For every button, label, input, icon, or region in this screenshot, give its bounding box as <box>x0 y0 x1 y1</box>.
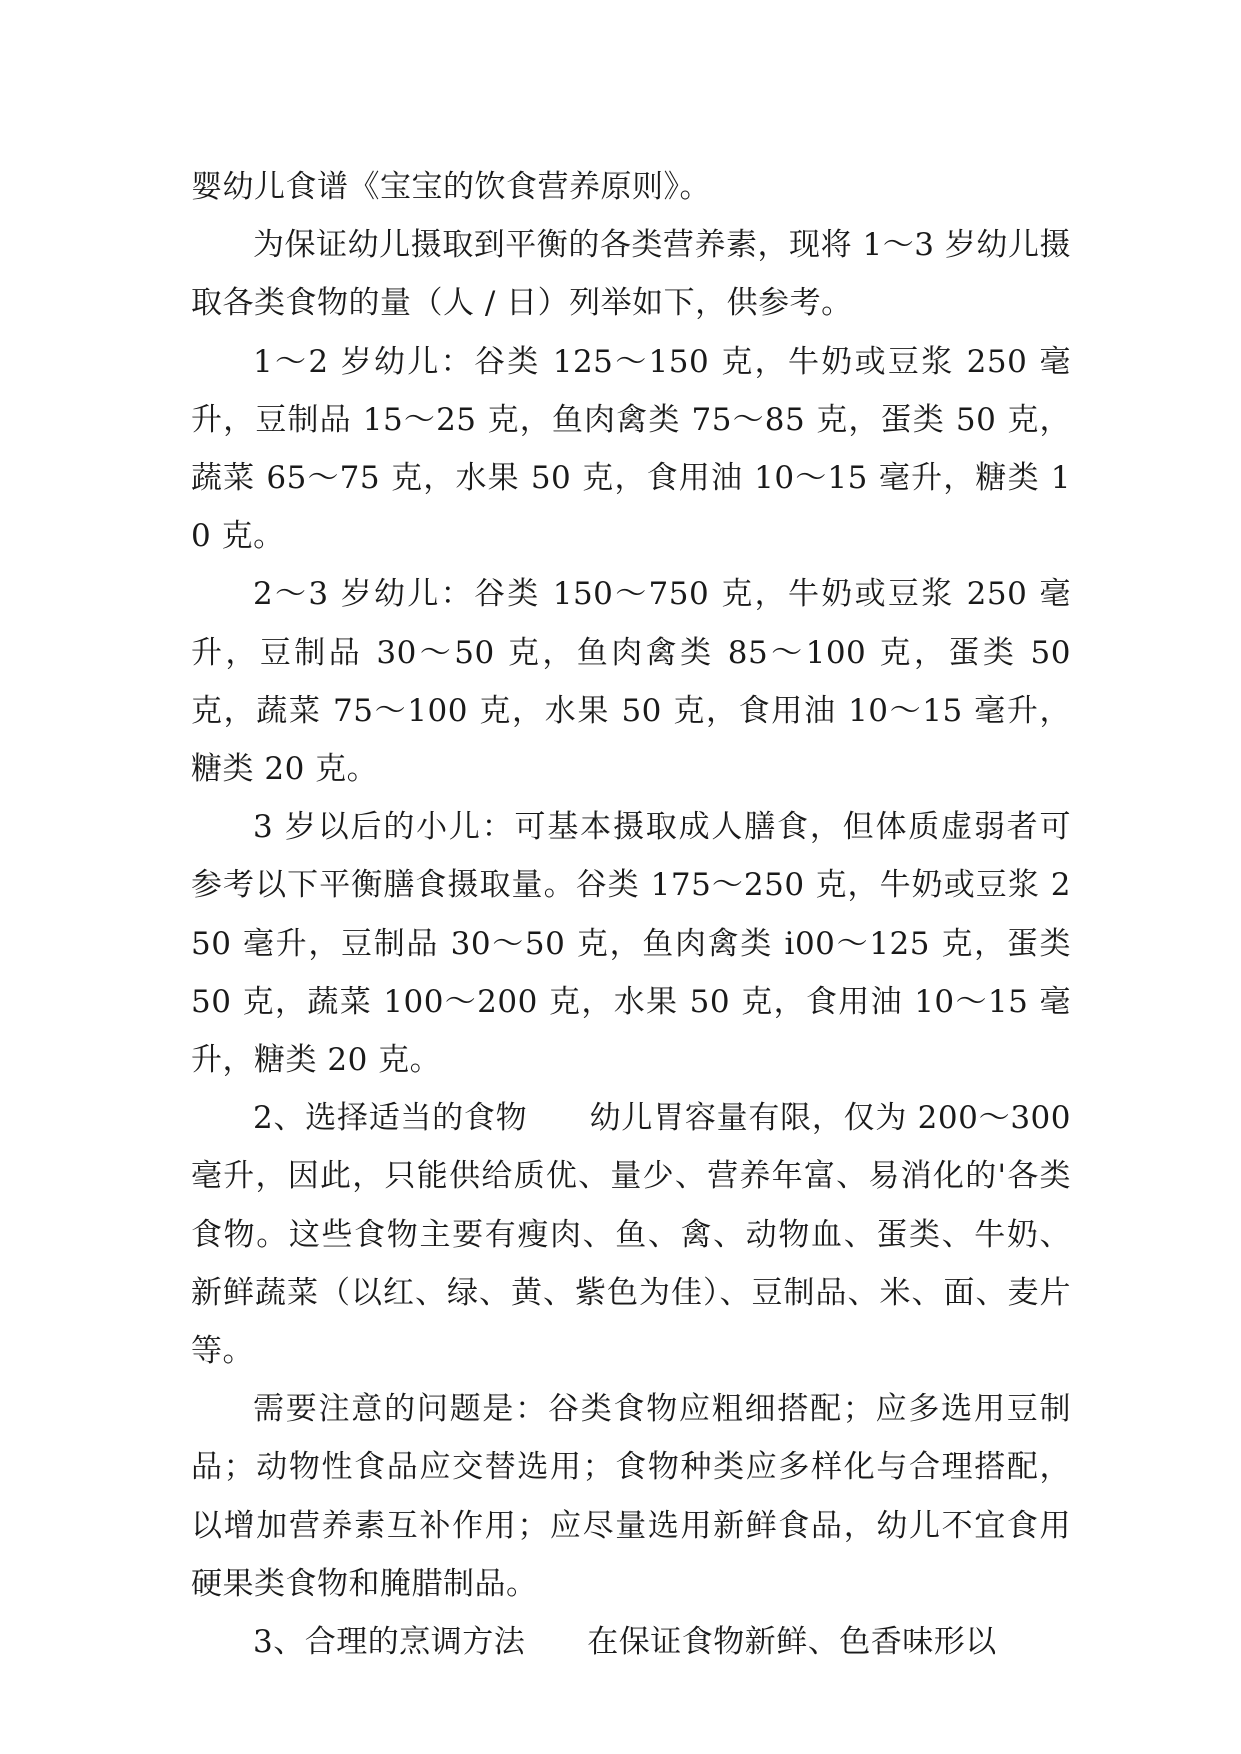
paragraph-text: 为保证幼儿摄取到平衡的各类营养素，现将 1～3 岁幼儿摄取各类食物的量（人 / 日）列举如下，供参考。 <box>191 227 1071 322</box>
paragraph-age-2-3 <box>191 565 1071 798</box>
paragraph-text: 婴幼儿食谱《宝宝的饮食营养原则》。 <box>191 169 711 205</box>
paragraph-intro <box>191 216 1071 332</box>
paragraph-section-2 <box>191 1089 1071 1380</box>
paragraph-text: 1～2 岁幼儿：谷类 125～150 克，牛奶或豆浆 250 毫升，豆制品 15～25 克，鱼肉禽类 75～85 克，蛋类 50 克，蔬菜 65～75 克，水果 50 克，食用油 10～15 毫升，糖类 10 克。 <box>191 343 1071 555</box>
paragraph-recipe-title-tail <box>191 158 1071 216</box>
paragraph-text: 2～3 岁幼儿：谷类 150～750 克，牛奶或豆浆 250 毫升，豆制品 30～50 克，鱼肉禽类 85～100 克，蛋类 50 克，蔬菜 75～100 克，水果 50 克，食用油 10～15 毫升，糖类 20 克。 <box>191 576 1071 788</box>
paragraph-text: 幼儿胃容量有限，仅为 200～300 毫升，因此，只能供给质优、量少、营养年富、易消化的'各类食物。这些食物主要有瘦肉、鱼、禽、动物血、蛋类、牛奶、新鲜蔬菜（以红、绿、黄、紫色为佳）、豆制品、米、面、麦片等。 <box>191 1100 1071 1370</box>
paragraph-text: 3 岁以后的小儿：可基本摄取成人膳食，但体质虚弱者可参考以下平衡膳食摄取量。谷类 175～250 克，牛奶或豆浆 250 毫升，豆制品 30～50 克，鱼肉禽类 i00～125 克，蛋类 50 克，蔬菜 100～200 克，水果 50 克，食用油 10～15 毫升，糖类 20 克。 <box>191 809 1071 1079</box>
paragraph-age-3-plus <box>191 798 1071 1089</box>
document-body <box>191 158 1071 1671</box>
section-heading: 3、合理的烹调方法 <box>253 1624 526 1661</box>
paragraph-notes <box>191 1380 1071 1613</box>
section-heading: 2、选择适当的食物 <box>253 1100 528 1137</box>
paragraph-section-3 <box>191 1613 1071 1671</box>
paragraph-text: 需要注意的问题是：谷类食物应粗细搭配；应多选用豆制品；动物性食品应交替选用；食物种类应多样化与合理搭配，以增加营养素互补作用；应尽量选用新鲜食品，幼儿不宜食用硬果类食物和腌腊制品。 <box>191 1391 1071 1602</box>
paragraph-age-1-2 <box>191 333 1071 566</box>
paragraph-text: 在保证食物新鲜、色香味形以 <box>587 1624 997 1661</box>
